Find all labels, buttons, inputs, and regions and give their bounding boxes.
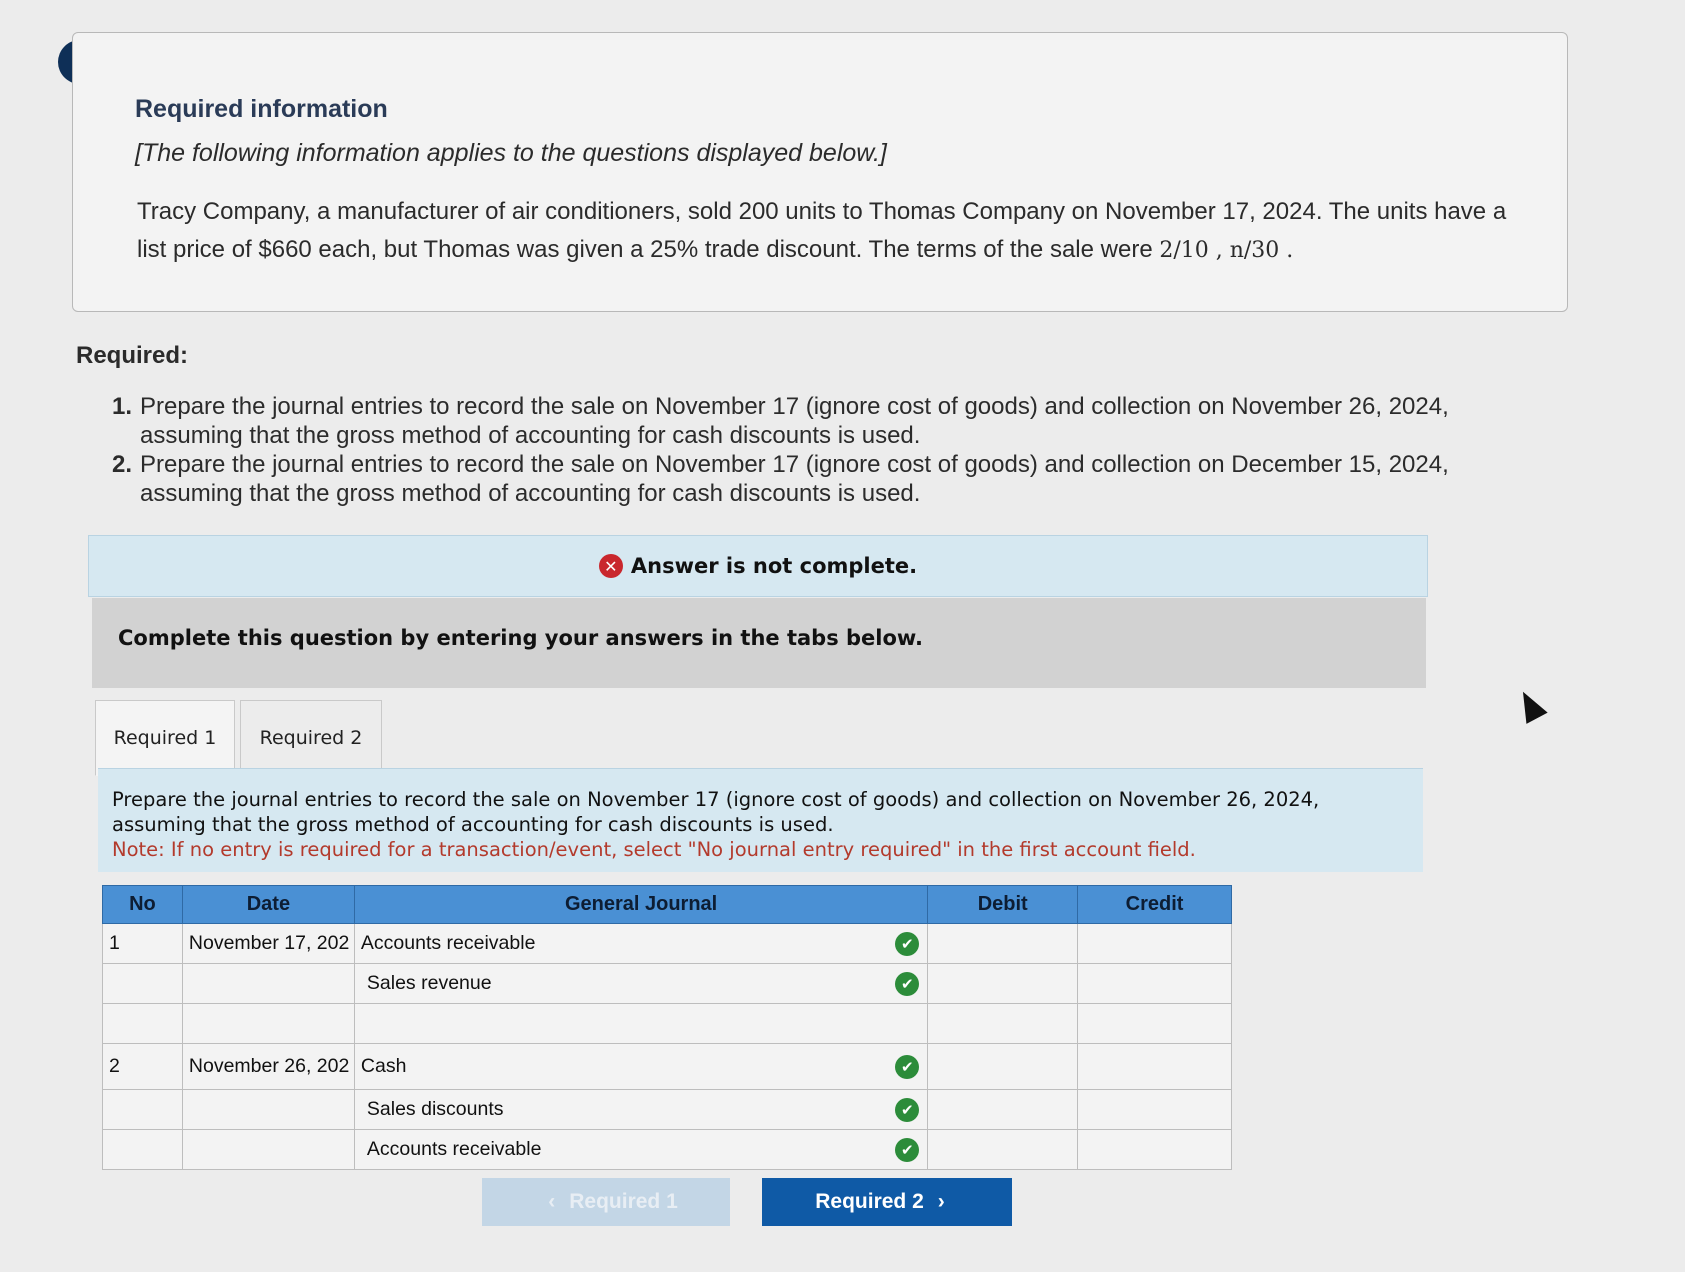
account-name: Cash: [360, 1055, 407, 1077]
account-name: Sales revenue: [366, 972, 492, 994]
required-heading: Required:: [76, 342, 189, 369]
entry-number: [103, 1004, 183, 1044]
debit-input[interactable]: [928, 1130, 1078, 1170]
credit-input[interactable]: [1078, 1044, 1232, 1090]
required-information-panel: [72, 32, 1568, 312]
credit-input[interactable]: [1078, 924, 1232, 964]
next-tab-label: Required 2: [815, 1190, 924, 1213]
date-field[interactable]: [182, 964, 354, 1004]
date-field[interactable]: [182, 1130, 354, 1170]
chevron-left-icon: ‹: [548, 1190, 556, 1213]
previous-tab-label: Required 1: [569, 1190, 678, 1213]
tab-required-1[interactable]: [95, 700, 235, 776]
mouse-cursor-icon: [1512, 686, 1547, 724]
required-item-number: 2.: [112, 451, 133, 478]
account-field[interactable]: [354, 1130, 927, 1170]
account-name: Sales discounts: [366, 1098, 504, 1120]
tab-label: Required 2: [259, 727, 363, 749]
credit-input[interactable]: [1078, 1004, 1232, 1044]
date-field[interactable]: November 26, 202: [182, 1044, 354, 1090]
prompt-text: Prepare the journal entries to record the sale on November 17 (ignore cost of goods) and collection on November 26, 2024, assuming that the gross method of accounting for cash discounts is used.: [112, 788, 1320, 836]
debit-input[interactable]: [928, 1004, 1078, 1044]
account-field[interactable]: [354, 1090, 927, 1130]
next-tab-button[interactable]: [762, 1178, 1012, 1226]
table-row: [103, 1044, 1232, 1090]
error-x-icon: ✕: [599, 554, 623, 578]
previous-tab-button[interactable]: [482, 1178, 730, 1226]
header-no: No: [103, 886, 183, 924]
debit-input[interactable]: [928, 964, 1078, 1004]
chevron-right-icon: ›: [937, 1190, 945, 1213]
sale-terms: 2/10 , n/30 .: [1159, 238, 1294, 263]
credit-input[interactable]: [1078, 964, 1232, 1004]
credit-input[interactable]: [1078, 1090, 1232, 1130]
date-field[interactable]: November 17, 202: [182, 924, 354, 964]
credit-input[interactable]: [1078, 1130, 1232, 1170]
entry-number: [103, 1130, 183, 1170]
table-row: [103, 964, 1232, 1004]
info-title: Required information: [135, 95, 388, 123]
entry-number: [103, 1090, 183, 1130]
checkmark-icon: ✔: [895, 972, 919, 996]
account-field[interactable]: [354, 1004, 927, 1044]
header-debit: Debit: [928, 886, 1078, 924]
required-item: [112, 450, 1512, 508]
table-row: [103, 1004, 1232, 1044]
required-item-number: 1.: [112, 393, 133, 420]
required-item-text: Prepare the journal entries to record the sale on November 17 (ignore cost of goods) and collection on November 26, 2024, assuming that the gross method of accounting for cash discounts is used.: [140, 393, 1449, 449]
required-item: [112, 392, 1512, 450]
account-field[interactable]: [354, 964, 927, 1004]
table-row: [103, 924, 1232, 964]
journal-header-row: [103, 886, 1232, 924]
account-field[interactable]: [354, 1044, 927, 1090]
table-row: [103, 1090, 1232, 1130]
answer-status-text: Answer is not complete.: [630, 554, 918, 578]
answer-status-banner: [88, 535, 1428, 597]
table-row: [103, 1130, 1232, 1170]
info-body-text: Tracy Company, a manufacturer of air conditioners, sold 200 units to Thomas Company on November 17, 2024. The units have a list price of $660 each, but Thomas was given a 25% trade discount. The terms of the sale were: [137, 198, 1507, 263]
entry-number: 2: [103, 1044, 183, 1090]
instruction-bar: Complete this question by entering your answers in the tabs below.: [92, 598, 1426, 688]
debit-input[interactable]: [928, 924, 1078, 964]
checkmark-icon: ✔: [895, 932, 919, 956]
header-credit: Credit: [1078, 886, 1232, 924]
checkmark-icon: ✔: [895, 1098, 919, 1122]
header-general-journal: General Journal: [354, 886, 927, 924]
entry-number: [103, 964, 183, 1004]
required-item-text: Prepare the journal entries to record the sale on November 17 (ignore cost of goods) and collection on December 15, 2024, assuming that the gross method of accounting for cash discounts is used.: [140, 451, 1449, 507]
info-subtitle: [The following information applies to the questions displayed below.]: [135, 139, 887, 167]
checkmark-icon: ✔: [895, 1055, 919, 1079]
prompt-note: Note: If no entry is required for a transaction/event, select "No journal entry required" in the first account field.: [112, 838, 1196, 861]
question-prompt: [98, 768, 1423, 872]
checkmark-icon: ✔: [895, 1138, 919, 1162]
account-field[interactable]: [354, 924, 927, 964]
debit-input[interactable]: [928, 1044, 1078, 1090]
tab-label: Required 1: [113, 727, 217, 749]
date-field[interactable]: [182, 1090, 354, 1130]
account-name: Accounts receivable: [366, 1138, 542, 1160]
info-body: [137, 193, 1537, 270]
journal-table: [102, 885, 1232, 1170]
required-list: [112, 392, 1512, 508]
debit-input[interactable]: [928, 1090, 1078, 1130]
account-name: Accounts receivable: [360, 932, 536, 954]
date-field[interactable]: [182, 1004, 354, 1044]
header-date: Date: [182, 886, 354, 924]
tab-required-2[interactable]: [240, 700, 382, 776]
entry-number: 1: [103, 924, 183, 964]
